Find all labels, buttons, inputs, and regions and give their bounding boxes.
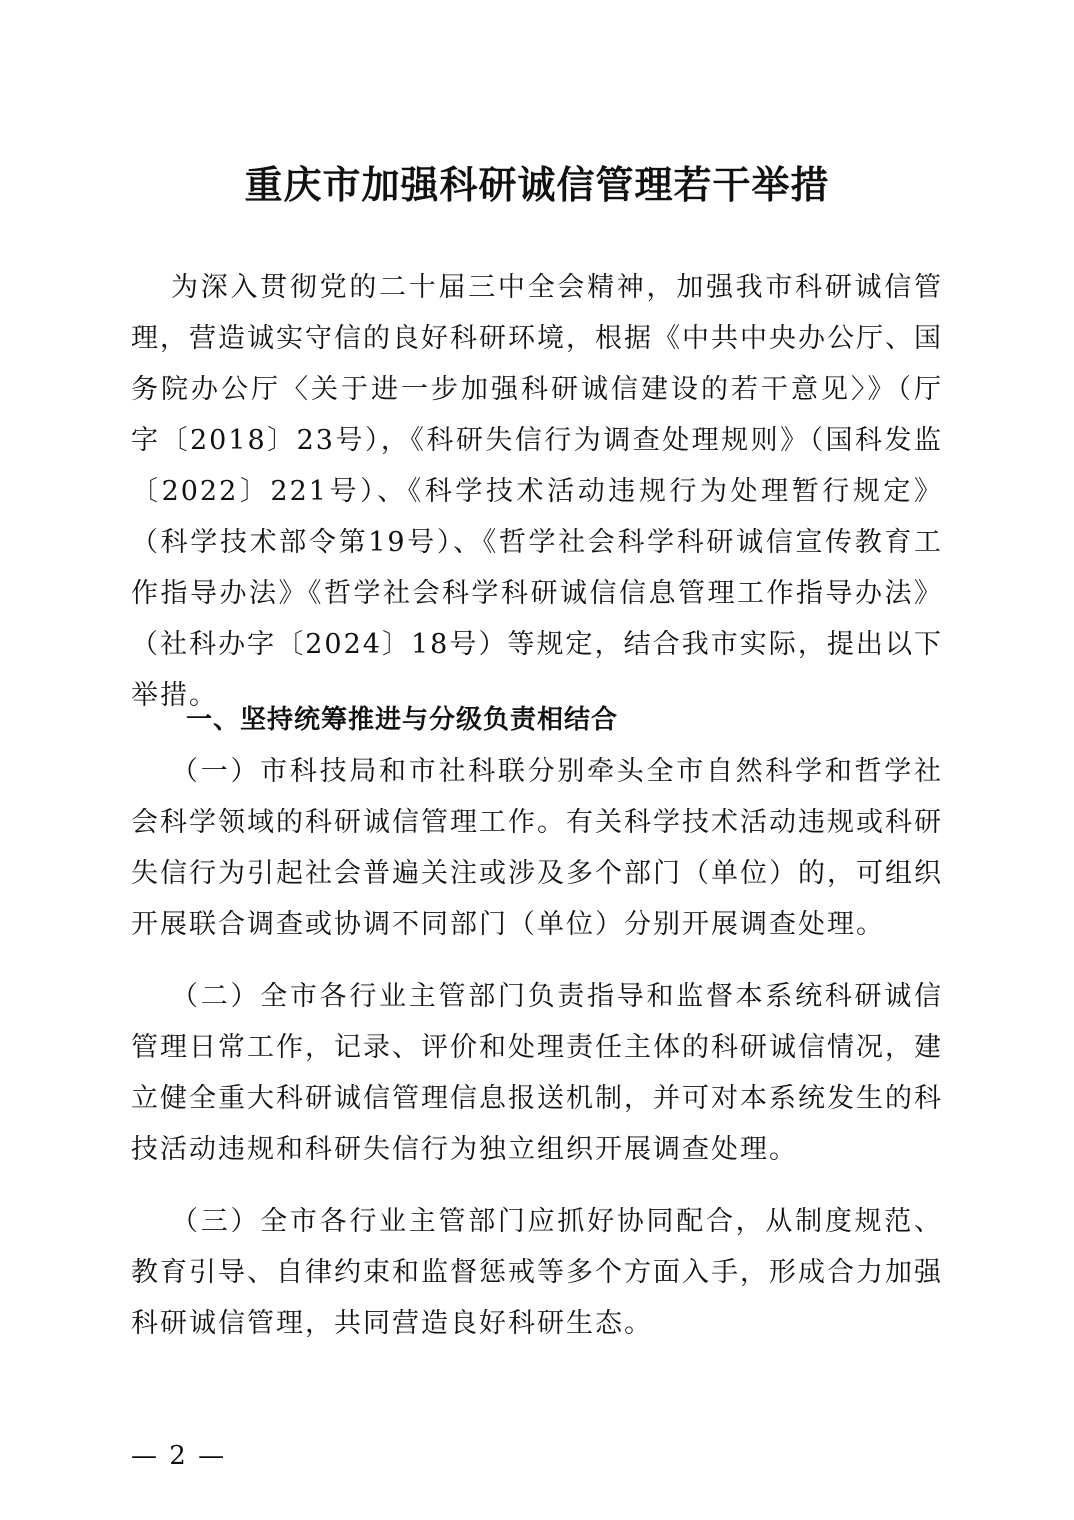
section-heading-1: 一、坚持统筹推进与分级负责相结合 (186, 705, 619, 735)
paragraph-1: （一）市科技局和市社科联分别牵头全市自然科学和哲学社会科学领域的科研诚信管理工作。有关科学技术活动违规或科研失信行为引起社会普遍关注或涉及多个部门（单位）的，可组织开展联合调查或协调不同部门（单位）分别开展调查处理。 (131, 756, 943, 940)
document-title: 重庆市加强科研诚信管理若干举措 (244, 163, 830, 207)
intro-paragraph: 为深入贯彻党的二十届三中全会精神，加强我市科研诚信管理，营造诚实守信的良好科研环境，根据《中共中央办公厅、国务院办公厅〈关于进一步加强科研诚信建设的若干意见〉》（厅字〔2018〕23号），《科研失信行为调查处理规则》（国科发监〔2022〕221号）、《科学技术活动违规行为处理暂行规定》（科学技术部令第19号）、《哲学社会科学科研诚信宣传教育工作指导办法》《哲学社会科学科研诚信信息管理工作指导办法》（社科办字〔2024〕18号）等规定，结合我市实际，提出以下举措。 (131, 272, 943, 711)
page-number: — 2 — (131, 1441, 227, 1471)
paragraph-3: （三）全市各行业主管部门应抓好协同配合，从制度规范、教育引导、自律约束和监督惩戒等多个方面入手，形成合力加强科研诚信管理，共同营造良好科研生态。 (131, 1206, 943, 1339)
paragraph-2: （二）全市各行业主管部门负责指导和监督本系统科研诚信管理日常工作，记录、评价和处理责任主体的科研诚信情况，建立健全重大科研诚信管理信息报送机制，并可对本系统发生的科技活动违规和科研失信行为独立组织开展调查处理。 (131, 981, 943, 1165)
